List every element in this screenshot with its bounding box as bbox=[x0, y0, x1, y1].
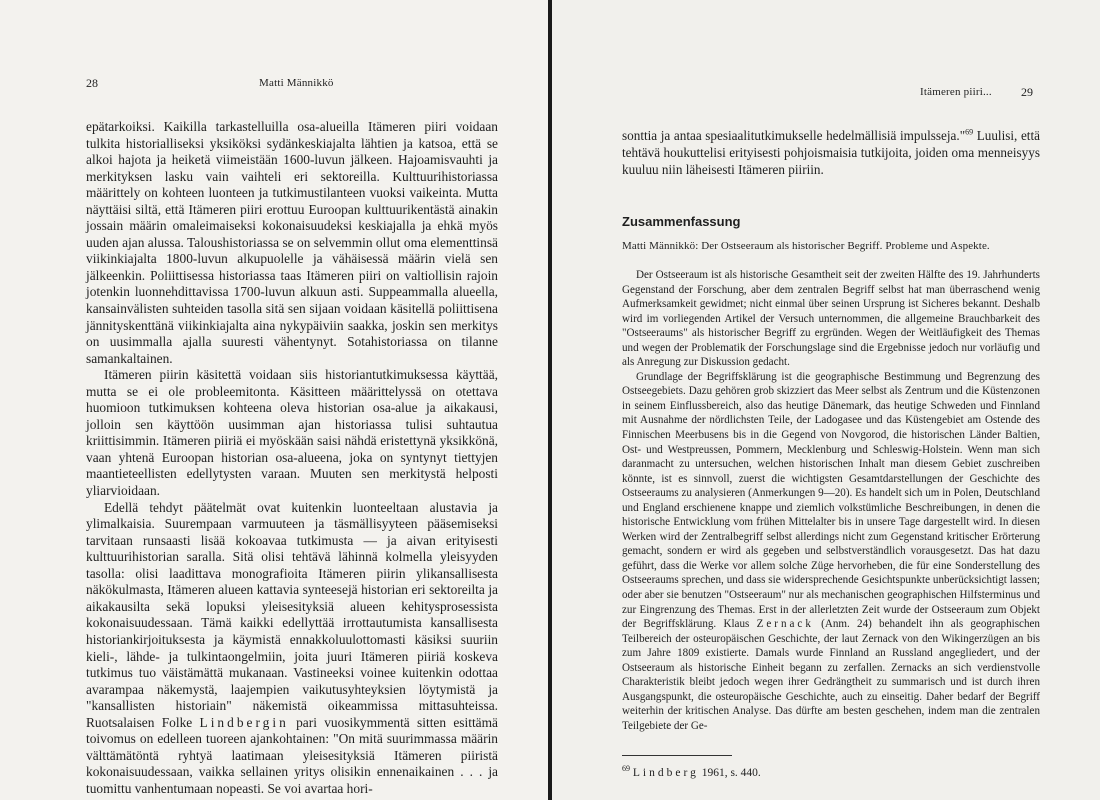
footnote-author: Lindberg bbox=[632, 767, 699, 779]
paragraph-text: Luulisi, että tehtävä houkuttelisi erityisesti pohjoismaisia tutkijoita, joiden oma menneisyys kuuluu niin läheisesti Itämeren piiriin. bbox=[622, 128, 1040, 177]
page-number: 28 bbox=[86, 76, 98, 90]
intro-text bbox=[622, 127, 1040, 178]
right-page bbox=[552, 0, 1100, 800]
paragraph bbox=[622, 127, 1040, 178]
section-heading: Zusammenfassung bbox=[622, 214, 741, 229]
paragraph-text: sonttia ja antaa spesiaalitutkimukselle hedelmällisiä impulsseja." bbox=[622, 128, 966, 143]
paragraph bbox=[622, 370, 1040, 734]
body-text bbox=[86, 119, 498, 797]
paragraph-text: Grundlage der Begriffsklärung ist die geographische Bestimmung und Begrenzung des Ostseegebiets. Dazu gehören grob skizziert das Meer selbst als Zentrum und die Küstenzonen in seinem Einflussbereich, also das heutige Dänemark, das heutige Schweden und Finnland mit Ausnahme der nördlichsten Teile, der Ladogasee und das Küstengebiet am Ostende des Finnischen Meerbusens bis in die Gegend von Novgorod, die historischen Länder Baltien, Ost- und Westpreussen, Pommern, Mecklenburg und Schleswig-Holstein. Wenn man sich daranmacht zu untersuchen, welchen historischen Inhalt man diesem Gebiet zuschreiben könnte, ist es sinnvoll, zuerst die wichtigsten Gesamtdarstellungen der Geschichte des Ostseeraums zu analysieren (Anmerkungen 9—20). Es handelt sich um in Polen, Deutschland und England erschienene knappe und ziemlich volkstümliche Beschreibungen, in denen die historische Entwicklung vom frühen Mittelalter bis in unsere Tage dargestellt wird. In diesen Werken wird der Zentralbegriff selbst allerdings nicht zum Gegenstand kritischer Erörterung gemacht, sondern er wird als gegeben und selbstverständlich vorausgesetzt. Das hat dazu geführt, dass die Werke vor allem solche Züge hervorheben, die für eine Sonderstellung des Ostseeraums sprechen, und dass sie widersprechende Gesichtspunkte unberücksichtigt lassen; oder aber sie benutzen "Ostseeraum" nur als mechanischen geographischen Hilfsterminus und zur Eingrenzung des Themas. Erst in der allerletzten Zeit wurde der Ostseeraum zum Objekt der Begriffsklärung. Klaus bbox=[622, 370, 1040, 631]
footnote-rule bbox=[622, 755, 732, 756]
paragraph: Der Ostseeraum ist als historische Gesamtheit seit der zweiten Hälfte des 19. Jahrhunderts Gegenstand der Forschung, aber dem zentralen Begriff selbst hat man überraschend wenig Aufmerksamkeit gewidmet; nicht einmal über seinen Ursprung ist Sicheres bekannt. Deshalb wird im vorliegenden Artikel der Versuch unternommen, die allgemeine Brauchbarkeit des "Ostseeraums" als historischer Begriff zu ergründen. Wegen der Weitläufigkeit des Themas und wegen der Problematik der Forschungslage sind die Ergebnisse jedoch nur vorläufig und als Anregung zur Diskussion gedacht. bbox=[622, 269, 1040, 369]
spaced-author-name: Zernack bbox=[756, 618, 814, 631]
paragraph: epätarkoiksi. Kaikilla tarkastelluilla osa-alueilla Itämeren piiri voidaan tulkita historialliseksi yksiköksi sydänkeskiajalta lähtien ja katsoa, että se alkoi hajota ja heiketä viimeistään 1600-luvun jälkeen. Hajoamisvauhti ja merkityksen lasku vain vaihteli eri sektoreilla. Kulttuurihistoriassa määrittely on kohteen luonteen ja tutkimustilanteen vuoksi vaikeinta. Mutta näyttäisi siltä, että Itämeren piiri erottuu Euroopan kulttuurikentästä ainakin jossain määrin omaleimaiseksi kokonaisuudeksi keskiajalla ja ehkä myös uuden ajan alussa. Taloushistoriassa se on selvemmin ollut oma elementtinsä viikinkiajalta 1800-luvun alkupuolelle ja vähäisessä määrin vielä sen jälkeenkin. Poliittisessa historiassa taas Itämeren piiri on valtiollisin rajoin jotenkin luonnehdittavissa 1700-luvun alkuun asti. Suppeammalla alueella, kansainvälisten suhteiden tasolla sitä sen sijaan voidaan käsitellä poliittisena jännityskenttänä viikinkiajalta aina nykypäiviin saakka, joskin sen merkitys on uusimmalla ajalla suuresti vähentynyt. Sotahistoriassa on tilanne samankaltainen. bbox=[86, 119, 498, 366]
running-head: Matti Männikkö bbox=[259, 77, 334, 89]
footnote bbox=[622, 764, 761, 779]
paragraph bbox=[86, 500, 498, 798]
page-number: 29 bbox=[1021, 85, 1033, 99]
spaced-author-name: Lindbergin bbox=[199, 714, 289, 730]
left-page bbox=[0, 0, 548, 800]
paragraph: Itämeren piirin käsitettä voidaan siis historiantutkimuksessa käyttää, mutta se ei ole probleemitonta. Käsitteen määrittelyssä on otettava huomioon tutkimuksen kohteena oleva historian osa-alue ja aikakausi, jolloin sen käyttöön uusimman ajan historiassa tulisi suhtautua kriittisimmin. Itämeren piiriä ei myöskään saisi nähdä eristettynä yksikkönä, vaan yhtenä Euroopan historian osa-alueena, joka on syntynyt tiettyjen maantieteellisten edellytysten varaan. Muuten sen merkitystä helposti yliarvioidaan. bbox=[86, 367, 498, 499]
summary-text bbox=[622, 268, 1040, 734]
footnote-number: 69 bbox=[622, 764, 630, 774]
footnote-ref: 69 bbox=[965, 127, 974, 137]
paragraph-text: Edellä tehdyt päätelmät ovat kuitenkin luonteeltaan alustavia ja ylimalkaisia. Suurempaan varmuuteen ja täsmällisyyteen pääsemiseksi tarvitaan runsaasti lisää kokoavaa tutkimusta — ja aivan erityisesti kulttuurihistorian saralla. Sitä olisi tehtävä lähinnä kolmella yleisyyden tasolla: olisi laadittava monografioita Itämeren piirin ylikansallisesta näkökulmasta, Itämeren alueen kattavia synteesejä historian eri sektoreilta ja aikakausilta sekä lopuksi yleisesityksiä alueen kehitysprosessista kokonaisuudessaan. Tämä kaikki edellyttää irrottautumista kansallisesta historiankirjoituksesta ja käymistä ennakkoluulottomasti käsiksi suuriin kieli-, lähde- ja tulkintaongelmiin, joita juuri Itämeren piiriä koskeva tutkimus tuo väistämättä mukanaan. Vastineeksi voinee kuitenkin odottaa avarampaa näkemystä, laajempien vaikutusyhteyksien löytymistä ja "kansallisten historiain" näkemistä oikeammissa mittasuhteissa. Ruotsalaisen Folke bbox=[86, 499, 498, 730]
running-head: Itämeren piiri... bbox=[920, 86, 992, 98]
footnote-text: 1961, s. 440. bbox=[698, 767, 761, 779]
paragraph-text: (Anm. 24) behandelt ihn als geographischen Teilbereich der osteuropäischen Geschichte, der laut Zernack von den Wikingerzügen an bis zum Jahre 1809 existierte. Damals wurde Finnland an Russland angegliedert, und der Ostseeraum als historische Einheit begann zu zerfallen. Zernacks an sich verdienstvolle Charakteristik bleibt jedoch wegen ihrer Gedrängtheit zu summarisch und ist durch ihren Ausgangspunkt, die osteuropäische Geschichte, auch zu einseitig. Daher bedarf der Begriff weiterhin der kritischen Analyse. Das dürfte am besten geschehen, indem man die zentralen Teilgebiete der Ge- bbox=[622, 618, 1040, 732]
summary-subtitle: Matti Männikkö: Der Ostseeraum als historischer Begriff. Probleme und Aspekte. bbox=[622, 240, 990, 252]
paragraph-text: pari vuosikymmentä sitten esittämä toivomus on edelleen tuoreen ajankohtainen: "On mitä suurimmassa määrin välttämätöntä ryhtyä laatimaan yleisesityksiä Itämeren piiristä kokonaisuudessaan, vaikka sellainen yritys olisikin ennenaikainen . . . ja tuomittu vanhentumaan nopeasti. Se voi avartaa hori- bbox=[86, 714, 498, 796]
